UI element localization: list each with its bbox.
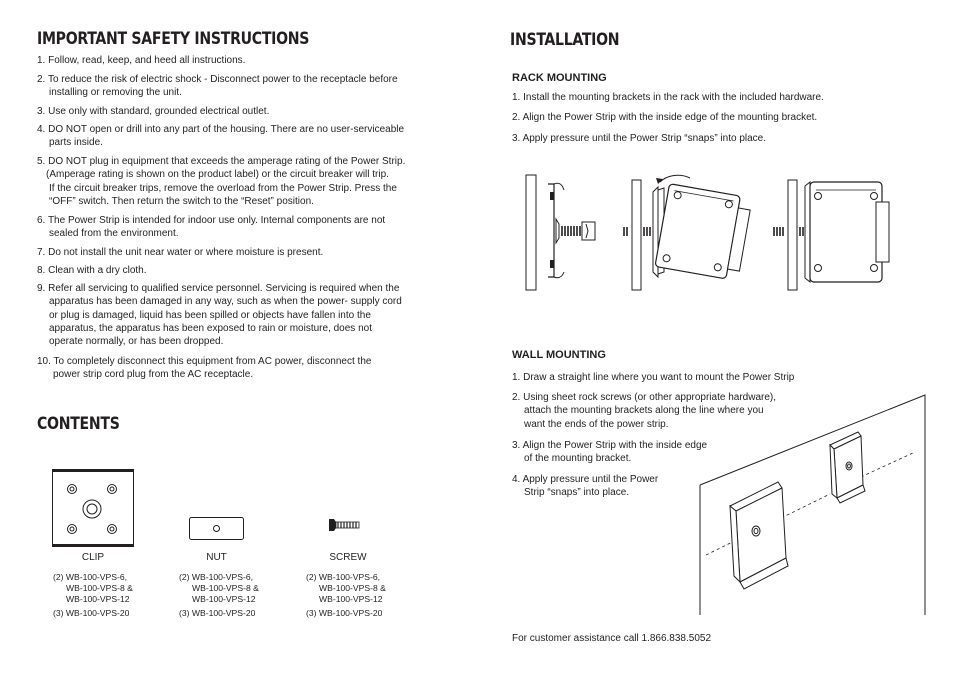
safety-item-3: 3. Use only with standard, grounded electrical outlet. [37,106,270,117]
wall-diagram [700,390,930,615]
wall-step-3: 3. Align the Power Strip with the inside edge of the mounting bracket. [512,440,708,465]
nut-label: NUT [206,552,227,563]
nut-illustration [189,517,244,540]
safety-item-10: 10. To completely disconnect this equipment from AC power, disconnect the power strip cord plug from the AC receptacle. [37,356,372,381]
wall-step-4: 4. Apply pressure until the Power Strip “snaps” into place. [512,474,659,499]
rack-mounting-title: RACK MOUNTING [512,72,607,84]
screw-illustration [328,518,360,532]
rack-step-1: 1. Install the mounting brackets in the rack with the included hardware. [512,92,824,103]
nut-qty-note: (2) WB-100-VPS-6, WB-100-VPS-8 & WB-100-VPS-12 (3) WB-100-VPS-20 [179,572,259,618]
safety-item-5: 5. DO NOT plug in equipment that exceeds the amperage rating of the Power Strip. (Amperage rating is shown on the product label) or the circuit breaker will trip. If the circuit breaker trips, remove the overload from the Power Strip. Press the “OFF” switch. Then return the switch to the “Reset” position. [37,156,406,207]
clip-qty-note: (2) WB-100-VPS-6, WB-100-VPS-8 & WB-100-VPS-12 (3) WB-100-VPS-20 [53,572,133,618]
rack-diagram-step-1 [524,172,614,292]
installation-title: INSTALLATION [510,30,620,50]
safety-item-1: 1. Follow, read, keep, and heed all instructions. [37,55,246,66]
clip-label: CLIP [81,552,105,563]
rack-diagram-step-3 [770,172,890,292]
safety-item-6: 6. The Power Strip is intended for indoor use only. Internal components are not sealed from the environment. [37,215,386,240]
safety-item-7: 7. Do not install the unit near water or where moisture is present. [37,247,324,258]
rack-step-2: 2. Align the Power Strip with the inside edge of the mounting bracket. [512,112,818,123]
contents-title: CONTENTS [37,414,120,434]
screw-label: SCREW [329,552,367,563]
safety-item-8: 8. Clean with a dry cloth. [37,265,147,276]
safety-title: IMPORTANT SAFETY INSTRUCTIONS [37,29,310,49]
rack-diagram-step-2 [622,172,762,292]
safety-item-9: 9. Refer all servicing to qualified service personnel. Servicing is required when the apparatus has been damaged in any way, such as when the power- supply cord or plug is damaged, liquid has been spilled or objects have fallen into the apparatus, the apparatus has been exposed to rain or moisture, does not operate normally, or has been dropped. [37,283,402,348]
wall-mounting-title: WALL MOUNTING [512,349,606,361]
customer-assistance-footer: For customer assistance call 1.866.838.5052 [512,633,711,644]
wall-step-1: 1. Draw a straight line where you want to mount the Power Strip [512,372,795,383]
wall-step-2: 2. Using sheet rock screws (or other appropriate hardware), attach the mounting brackets along the line where you want the ends of the power strip. [512,392,777,430]
safety-item-4: 4. DO NOT open or drill into any part of the housing. There are no user-serviceable parts inside. [37,124,405,149]
rack-step-3: 3. Apply pressure until the Power Strip “snaps” into place. [512,133,767,144]
safety-item-2: 2. To reduce the risk of electric shock - Disconnect power to the receptacle before installing or removing the unit. [37,74,398,99]
screw-qty-note: (2) WB-100-VPS-6, WB-100-VPS-8 & WB-100-VPS-12 (3) WB-100-VPS-20 [306,572,386,618]
clip-illustration [52,469,134,547]
